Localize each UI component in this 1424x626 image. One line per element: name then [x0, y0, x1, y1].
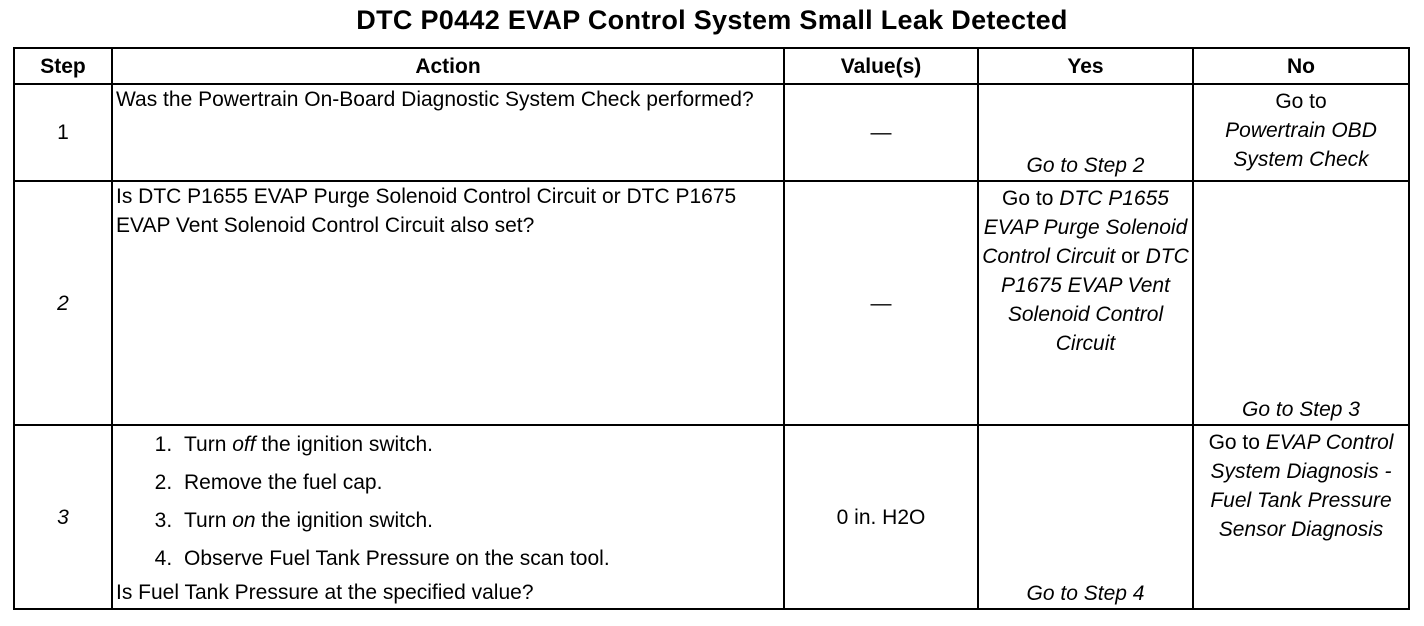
page-title: DTC P0442 EVAP Control System Small Leak Detected	[356, 5, 1068, 35]
action-text: Was the Powertrain On-Board Diagnostic System Check performed?	[112, 84, 784, 181]
substep-list	[142, 426, 780, 578]
no-link: Go to Step 3	[1242, 398, 1360, 421]
yes-prefix: Go to	[1002, 187, 1054, 210]
no-prefix: Go to	[1208, 431, 1260, 454]
header-step: Step	[14, 48, 112, 84]
yes-cell	[978, 181, 1193, 425]
header-no: No	[1193, 48, 1409, 84]
header-values: Value(s)	[784, 48, 978, 84]
no-cell	[1193, 181, 1409, 425]
value-cell	[784, 425, 978, 609]
yes-cell	[978, 425, 1193, 609]
table-row	[14, 84, 1409, 181]
no-cell	[1193, 425, 1409, 609]
value-text: 0 in. H2O	[836, 505, 926, 529]
header-yes: Yes	[978, 48, 1193, 84]
value-dash: —	[870, 291, 892, 315]
substep-item: 3. Turn on the ignition switch.	[178, 502, 780, 540]
step-number: 3	[14, 425, 112, 609]
substep-item: 1. Turn off the ignition switch.	[178, 426, 780, 464]
diagnostic-table	[13, 47, 1410, 610]
value-cell	[784, 84, 978, 181]
action-cell	[112, 425, 784, 609]
table-row	[14, 425, 1409, 609]
action-text: Is DTC P1655 EVAP Purge Solenoid Control Circuit or DTC P1675 EVAP Vent Solenoid Control Circuit also set?	[112, 181, 784, 425]
no-cell	[1193, 84, 1409, 181]
header-action: Action	[112, 48, 784, 84]
table-row	[14, 181, 1409, 425]
yes-link-p1675: DTC P1675 EVAP Vent Solenoid Control Circuit	[1001, 245, 1189, 355]
action-question: Is Fuel Tank Pressure at the specified value?	[116, 581, 534, 604]
yes-or: or	[1121, 245, 1140, 268]
step-number: 1	[14, 84, 112, 181]
substep-item: 2. Remove the fuel cap.	[178, 464, 780, 502]
value-dash: —	[870, 121, 892, 144]
table-header-row	[14, 48, 1409, 84]
no-link: EVAP Control System Diagnosis - Fuel Tank Pressure Sensor Diagnosis	[1210, 431, 1394, 541]
no-link: Powertrain OBD System Check	[1225, 119, 1377, 171]
yes-cell	[978, 84, 1193, 181]
substep-item: 4. Observe Fuel Tank Pressure on the scan tool.	[178, 540, 780, 578]
yes-link: Go to Step 4	[1026, 582, 1145, 605]
yes-link: Go to Step 2	[1026, 154, 1145, 177]
step-number: 2	[14, 181, 112, 425]
yes-link-p1655: DTC P1655 EVAP Purge Solenoid Control Circuit	[982, 187, 1188, 268]
no-prefix: Go to	[1275, 90, 1327, 113]
value-cell	[784, 181, 978, 425]
